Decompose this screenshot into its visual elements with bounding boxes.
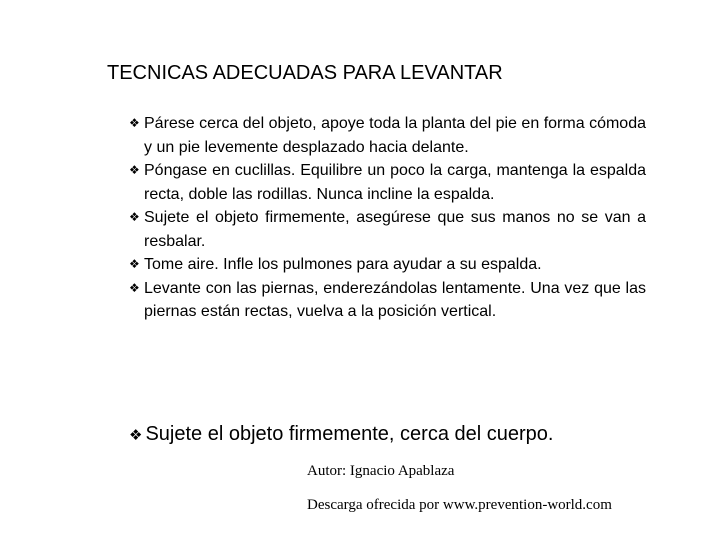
diamond-bullet-icon: ❖	[129, 116, 140, 130]
bullet-text: Sujete el objeto firmemente, asegúrese que sus manos no se van a resbalar.	[144, 209, 646, 250]
source-credit: Descarga ofrecida por www.prevention-world.com	[307, 497, 612, 513]
bullet-item	[129, 253, 646, 277]
diamond-bullet-icon: ❖	[129, 163, 140, 177]
bullet-item	[129, 206, 646, 253]
author-credit: Autor: Ignacio Apablaza	[307, 463, 455, 479]
bullet-list	[129, 112, 646, 324]
bullet-text: Levante con las piernas, enderezándolas lentamente. Una vez que las piernas están rectas, vuelva a la posición vertical.	[144, 279, 646, 320]
bullet-item	[129, 277, 646, 324]
diamond-bullet-icon: ❖	[129, 426, 143, 444]
highlight-bullet-text: Sujete el objeto firmemente, cerca del cuerpo.	[145, 423, 554, 445]
bullet-text: Tome aire. Infle los pulmones para ayudar a su espalda.	[144, 256, 542, 273]
bullet-item	[129, 112, 646, 159]
page-title: TECNICAS ADECUADAS PARA LEVANTAR	[107, 62, 503, 84]
highlight-bullet	[129, 419, 553, 450]
bullet-item	[129, 159, 646, 206]
bullet-text: Párese cerca del objeto, apoye toda la planta del pie en forma cómoda y un pie levemente desplazado hacia delante.	[144, 115, 646, 156]
bullet-text: Póngase en cuclillas. Equilibre un poco la carga, mantenga la espalda recta, doble las rodillas. Nunca incline la espalda.	[144, 162, 646, 203]
diamond-bullet-icon: ❖	[129, 210, 140, 224]
diamond-bullet-icon: ❖	[129, 257, 140, 271]
diamond-bullet-icon: ❖	[129, 280, 140, 295]
